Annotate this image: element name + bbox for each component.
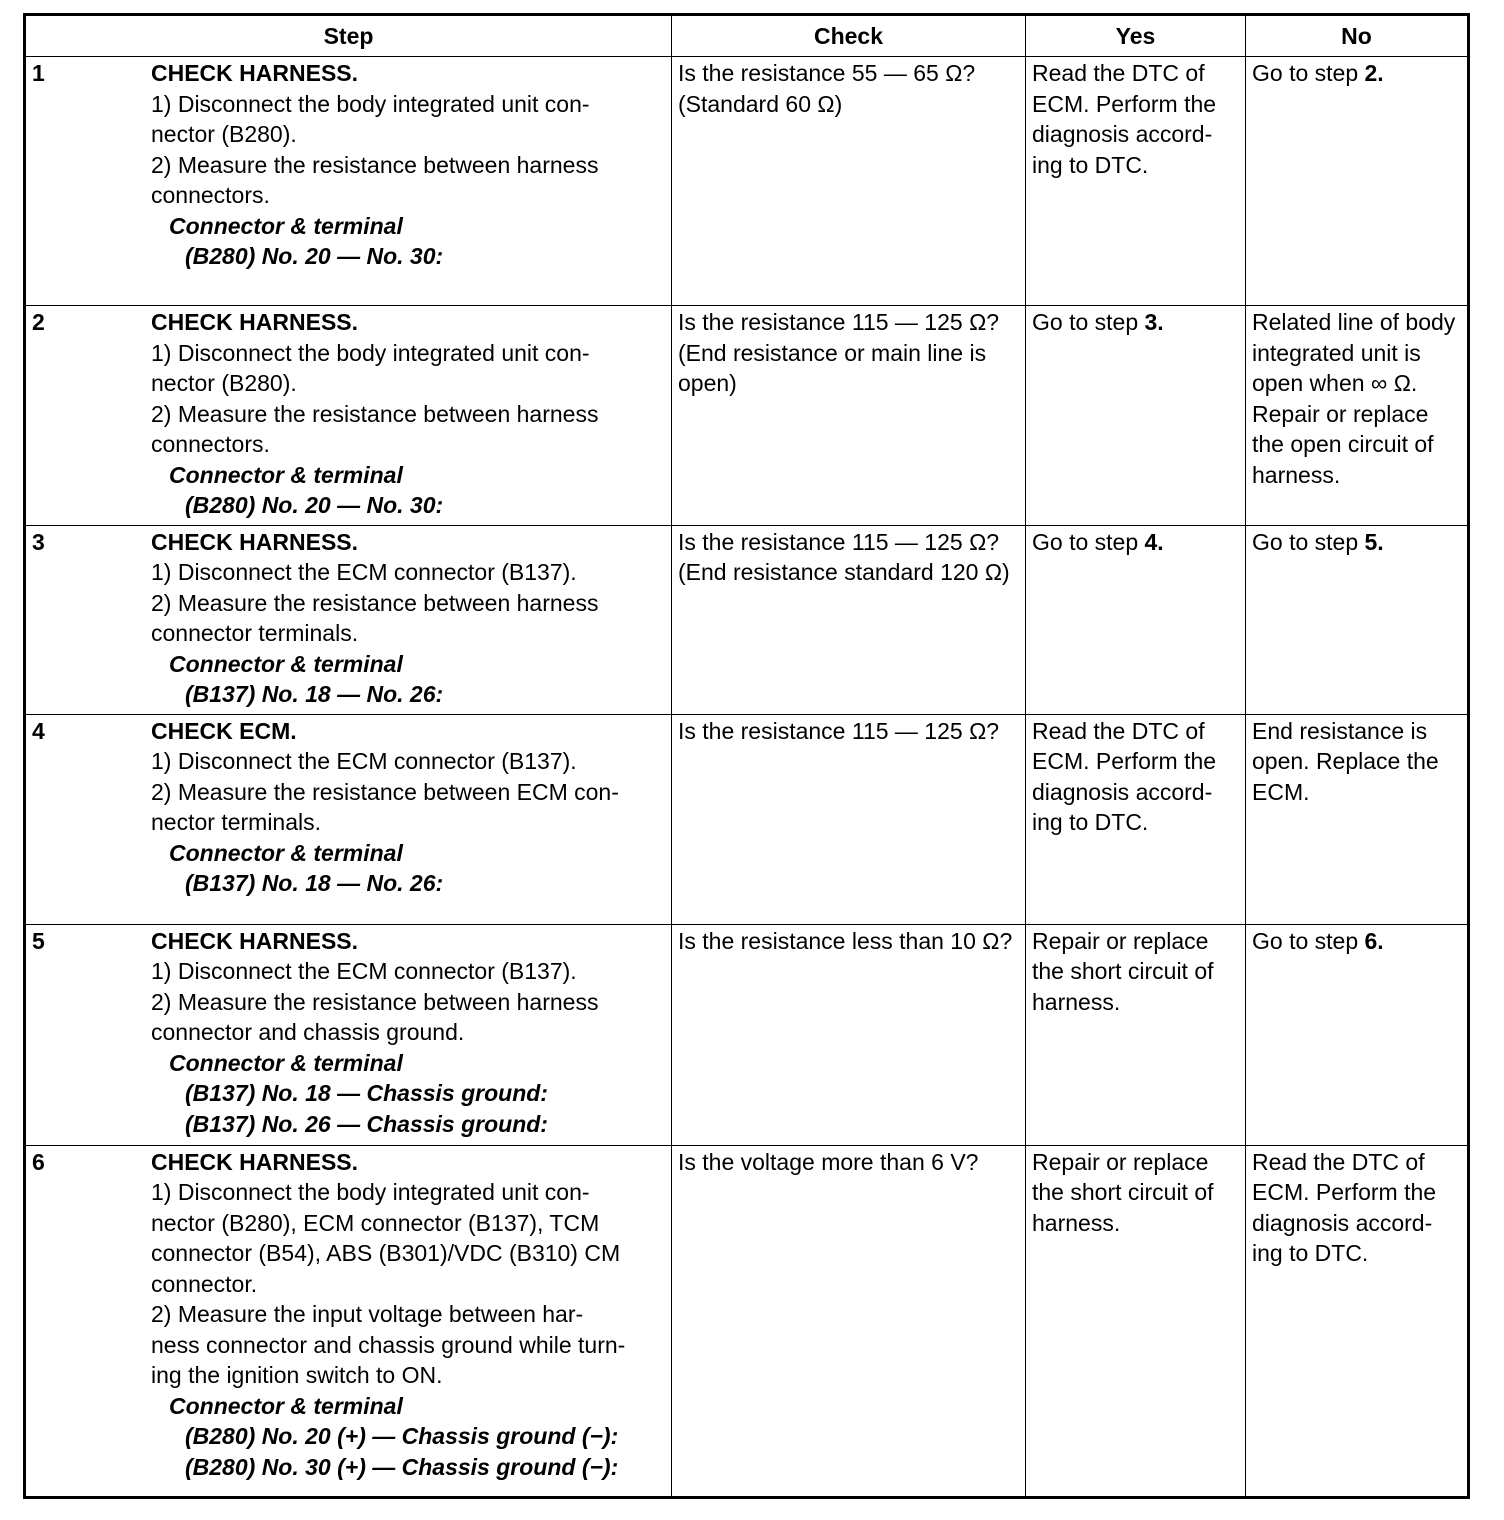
connector-label: Connector & terminal (169, 1049, 403, 1076)
step-instruction: 2) Measure the resistance between ECM con- (151, 778, 619, 805)
no-cell (1246, 924, 1469, 1145)
no-cell (1246, 525, 1469, 714)
check-cell (672, 1145, 1026, 1497)
table-row (25, 306, 1469, 526)
step-title: CHECK HARNESS. (151, 927, 359, 954)
connector-terminal: (B280) No. 30 (+) — Chassis ground (−): (185, 1453, 619, 1480)
connector-terminal: (B280) No. 20 (+) — Chassis ground (−): (185, 1423, 619, 1449)
yes-cell (1026, 714, 1246, 924)
step-cell (25, 714, 672, 924)
step-cell (25, 1145, 672, 1497)
yes-cell (1026, 525, 1246, 714)
step-instruction: connector terminals. (151, 620, 359, 646)
check-cell (672, 525, 1026, 714)
yes-prefix: Go to step (1032, 528, 1145, 555)
no-cell (1246, 714, 1469, 924)
no-text (1246, 526, 1467, 562)
step-cell (25, 57, 672, 306)
no-cell (1246, 57, 1469, 306)
step-instruction: 1) Disconnect the body integrated unit con- (151, 1179, 590, 1205)
table-row (25, 57, 1469, 306)
check-cell (672, 924, 1026, 1145)
yes-text: Read the DTC of ECM. Perform the diagnosis accord-ing to DTC. (1032, 717, 1217, 835)
yes-text: Repair or replace the short circuit of harness. (1032, 1148, 1214, 1236)
no-text: Related line of body integrated unit is open when ∞ Ω. Repair or replace the open circuit of harness. (1252, 309, 1456, 488)
step-number: 1 (32, 60, 45, 86)
step-title: CHECK HARNESS. (151, 1148, 359, 1175)
header-yes: Yes (1026, 15, 1246, 57)
step-cell (25, 924, 672, 1145)
step-title: CHECK HARNESS. (151, 528, 359, 555)
check-cell (672, 714, 1026, 924)
step-number: 2 (32, 309, 45, 335)
connector-terminal: (B280) No. 20 — No. 30: (185, 492, 444, 518)
no-text: End resistance is open. Replace the ECM. (1252, 717, 1439, 805)
step-instruction: nector (B280), ECM connector (B137), TCM (151, 1209, 600, 1236)
step-number: 5 (32, 927, 45, 954)
check-text: Is the resistance 115 — 125 Ω? (End resistance standard 120 Ω) (678, 528, 1010, 585)
header-check: Check (672, 15, 1026, 57)
no-prefix: Go to step (1252, 528, 1365, 555)
check-text: Is the voltage more than 6 V? (678, 1148, 979, 1175)
step-instruction: 1) Disconnect the body integrated unit con- (151, 90, 590, 117)
no-cell (1246, 1145, 1469, 1497)
yes-step-ref: 3. (1144, 309, 1164, 335)
header-step: Step (25, 15, 672, 57)
step-title: CHECK ECM. (151, 717, 297, 744)
step-instruction: ing the ignition switch to ON. (151, 1362, 443, 1388)
no-cell (1246, 306, 1469, 526)
step-instruction: nector terminals. (151, 809, 322, 835)
step-instruction: 1) Disconnect the ECM connector (B137). (151, 958, 577, 984)
step-instruction: connector. (151, 1270, 258, 1297)
yes-text (1026, 526, 1245, 562)
step-instruction: connectors. (151, 182, 270, 208)
check-text: Is the resistance 55 — 65 Ω? (Standard 60 Ω) (678, 60, 976, 117)
step-title: CHECK HARNESS. (151, 309, 359, 335)
connector-label: Connector & terminal (169, 650, 403, 677)
connector-label: Connector & terminal (169, 839, 403, 866)
no-step-ref: 2. (1364, 60, 1384, 86)
connector-label: Connector & terminal (169, 461, 403, 488)
yes-cell (1026, 306, 1246, 526)
yes-text: Read the DTC of ECM. Perform the diagnosis accord-ing to DTC. (1032, 60, 1217, 178)
step-title: CHECK HARNESS. (151, 60, 359, 86)
check-text: Is the resistance 115 — 125 Ω? (678, 717, 1000, 744)
step-instruction: connector and chassis ground. (151, 1019, 465, 1045)
step-cell (25, 306, 672, 526)
step-instruction: connector (B54), ABS (B301)/VDC (B310) CM (151, 1240, 621, 1266)
connector-terminal: (B137) No. 18 — No. 26: (185, 870, 444, 896)
check-cell (672, 306, 1026, 526)
connector-label: Connector & terminal (169, 1392, 403, 1419)
yes-cell (1026, 924, 1246, 1145)
no-text (1246, 57, 1467, 93)
connector-terminal: (B280) No. 20 — No. 30: (185, 243, 444, 269)
step-instruction: connectors. (151, 431, 270, 457)
step-instruction: 1) Disconnect the ECM connector (B137). (151, 748, 577, 774)
table-row (25, 1145, 1469, 1497)
connector-label: Connector & terminal (169, 212, 403, 239)
header-no: No (1246, 15, 1469, 57)
connector-terminal: (B137) No. 26 — Chassis ground: (185, 1110, 548, 1137)
table-row (25, 924, 1469, 1145)
step-instruction: 2) Measure the resistance between harness (151, 151, 599, 178)
step-instruction: 2) Measure the resistance between harness (151, 988, 599, 1015)
step-cell (25, 525, 672, 714)
no-prefix: Go to step (1252, 927, 1365, 954)
check-text: Is the resistance less than 10 Ω? (678, 927, 1013, 954)
no-step-ref: 6. (1364, 927, 1384, 954)
yes-cell (1026, 1145, 1246, 1497)
no-prefix: Go to step (1252, 60, 1365, 86)
no-text: Read the DTC of ECM. Perform the diagnosis accord-ing to DTC. (1252, 1148, 1437, 1266)
table-row (25, 525, 1469, 714)
connector-terminal: (B137) No. 18 — No. 26: (185, 681, 444, 707)
check-text: Is the resistance 115 — 125 Ω? (End resistance or main line is open) (678, 309, 1000, 396)
step-instruction: ness connector and chassis ground while turn- (151, 1331, 626, 1358)
step-instruction: 1) Disconnect the ECM connector (B137). (151, 559, 577, 585)
yes-cell (1026, 57, 1246, 306)
step-number: 4 (32, 717, 45, 744)
yes-prefix: Go to step (1032, 309, 1145, 335)
table-row (25, 714, 1469, 924)
step-instruction: 2) Measure the resistance between harness (151, 400, 599, 427)
step-instruction: 2) Measure the resistance between harness (151, 589, 599, 616)
step-instruction: nector (B280). (151, 370, 297, 396)
step-instruction: 2) Measure the input voltage between har- (151, 1301, 584, 1327)
no-text (1246, 925, 1467, 961)
diagnostic-table (23, 13, 1470, 1499)
connector-terminal: (B137) No. 18 — Chassis ground: (185, 1080, 548, 1106)
yes-step-ref: 4. (1144, 528, 1164, 555)
yes-text: Repair or replace the short circuit of harness. (1032, 927, 1214, 1015)
step-number: 6 (32, 1148, 45, 1175)
step-number: 3 (32, 528, 45, 555)
step-instruction: nector (B280). (151, 121, 297, 147)
check-cell (672, 57, 1026, 306)
no-step-ref: 5. (1364, 528, 1384, 555)
step-instruction: 1) Disconnect the body integrated unit con- (151, 339, 590, 366)
yes-text (1026, 306, 1245, 342)
header-row (25, 15, 1469, 57)
